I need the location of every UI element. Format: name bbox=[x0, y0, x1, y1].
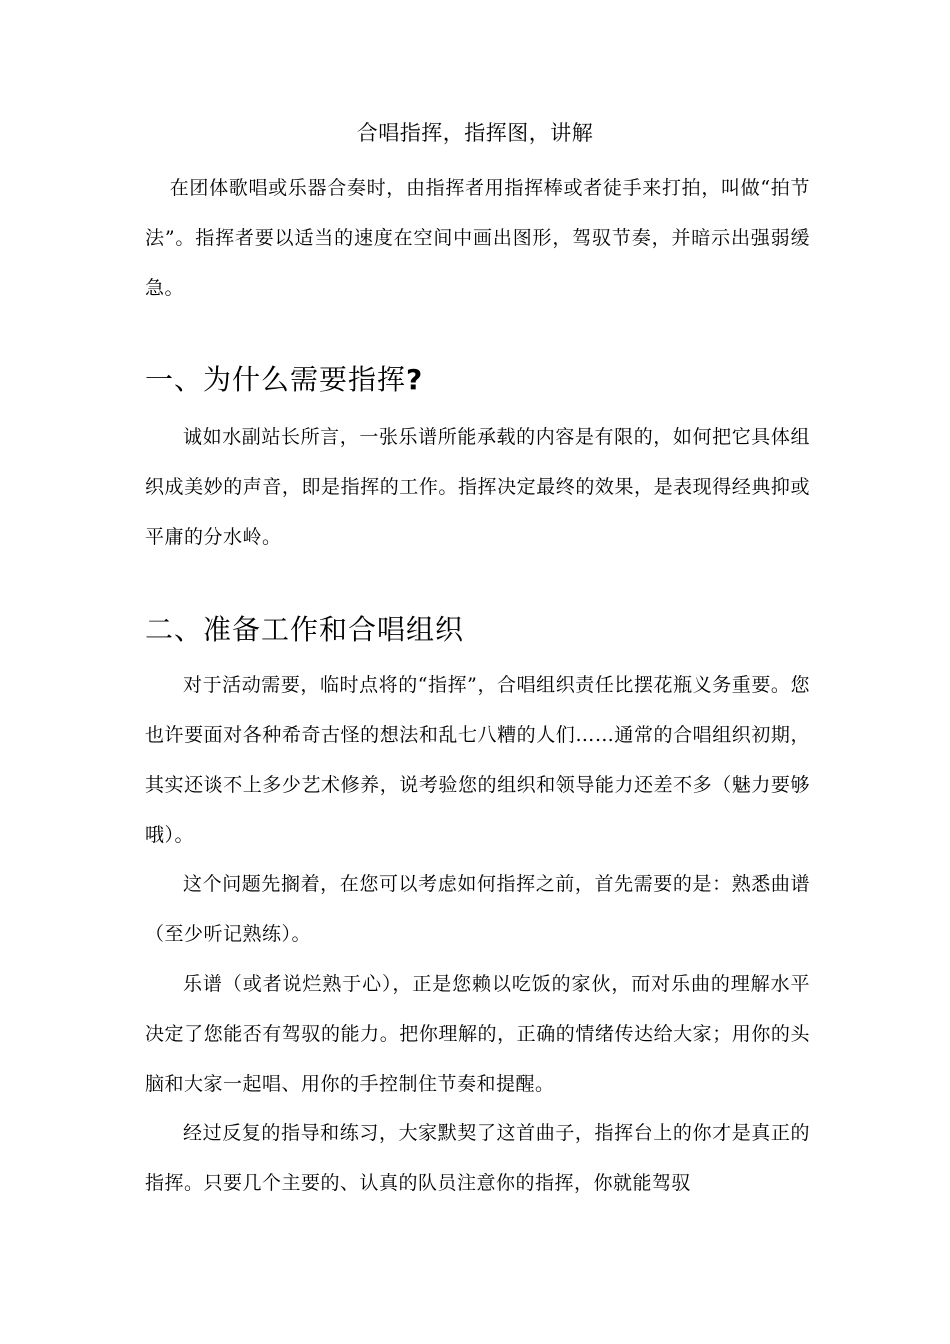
section-1-heading-text: 一、为什么需要指挥 bbox=[145, 363, 407, 396]
section-2-paragraph-3: 乐谱（或者说烂熟于心），正是您赖以吃饭的家伙，而对乐曲的理解水平决定了您能否有驾驭的能力。把你理解的，正确的情绪传达给大家；用你的头脑和大家一起唱、用你的手控制住节奏和提醒。 bbox=[145, 973, 810, 1095]
section-2-paragraph-4: 经过反复的指导和练习，大家默契了这首曲子，指挥台上的你才是真正的指挥。只要几个主要的、认真的队员注意你的指挥，你就能驾驭 bbox=[145, 1122, 810, 1194]
section-2-heading: 二、准备工作和合唱组织 bbox=[145, 613, 465, 646]
section-1-heading bbox=[145, 360, 810, 400]
section-1-paragraph-1: 诚如水副站长所言，一张乐谱所能承载的内容是有限的，如何把它具体组织成美妙的声音，即是指挥的工作。指挥决定最终的效果，是表现得经典抑或平庸的分水岭。 bbox=[145, 426, 810, 548]
document-title: 合唱指挥，指挥图，讲解 bbox=[356, 121, 594, 145]
section-1-heading-mark: ? bbox=[406, 363, 424, 396]
section-2-paragraph-1: 对于活动需要，临时点将的“指挥”，合唱组织责任比摆花瓶义务重要。您也许要面对各种希奇古怪的想法和乱七八糟的人们……通常的合唱组织初期，其实还谈不上多少艺术修养，说考验您的组织和领导能力还差不多（魅力要够哦）。 bbox=[145, 674, 810, 846]
section-2-paragraph-2: 这个问题先搁着，在您可以考虑如何指挥之前，首先需要的是：熟悉曲谱（至少听记熟练）。 bbox=[145, 873, 810, 945]
intro-paragraph: 在团体歌唱或乐器合奏时，由指挥者用指挥棒或者徒手来打拍，叫做“拍节法”。指挥者要以适当的速度在空间中画出图形，驾驭节奏，并暗示出强弱缓急。 bbox=[145, 177, 810, 299]
